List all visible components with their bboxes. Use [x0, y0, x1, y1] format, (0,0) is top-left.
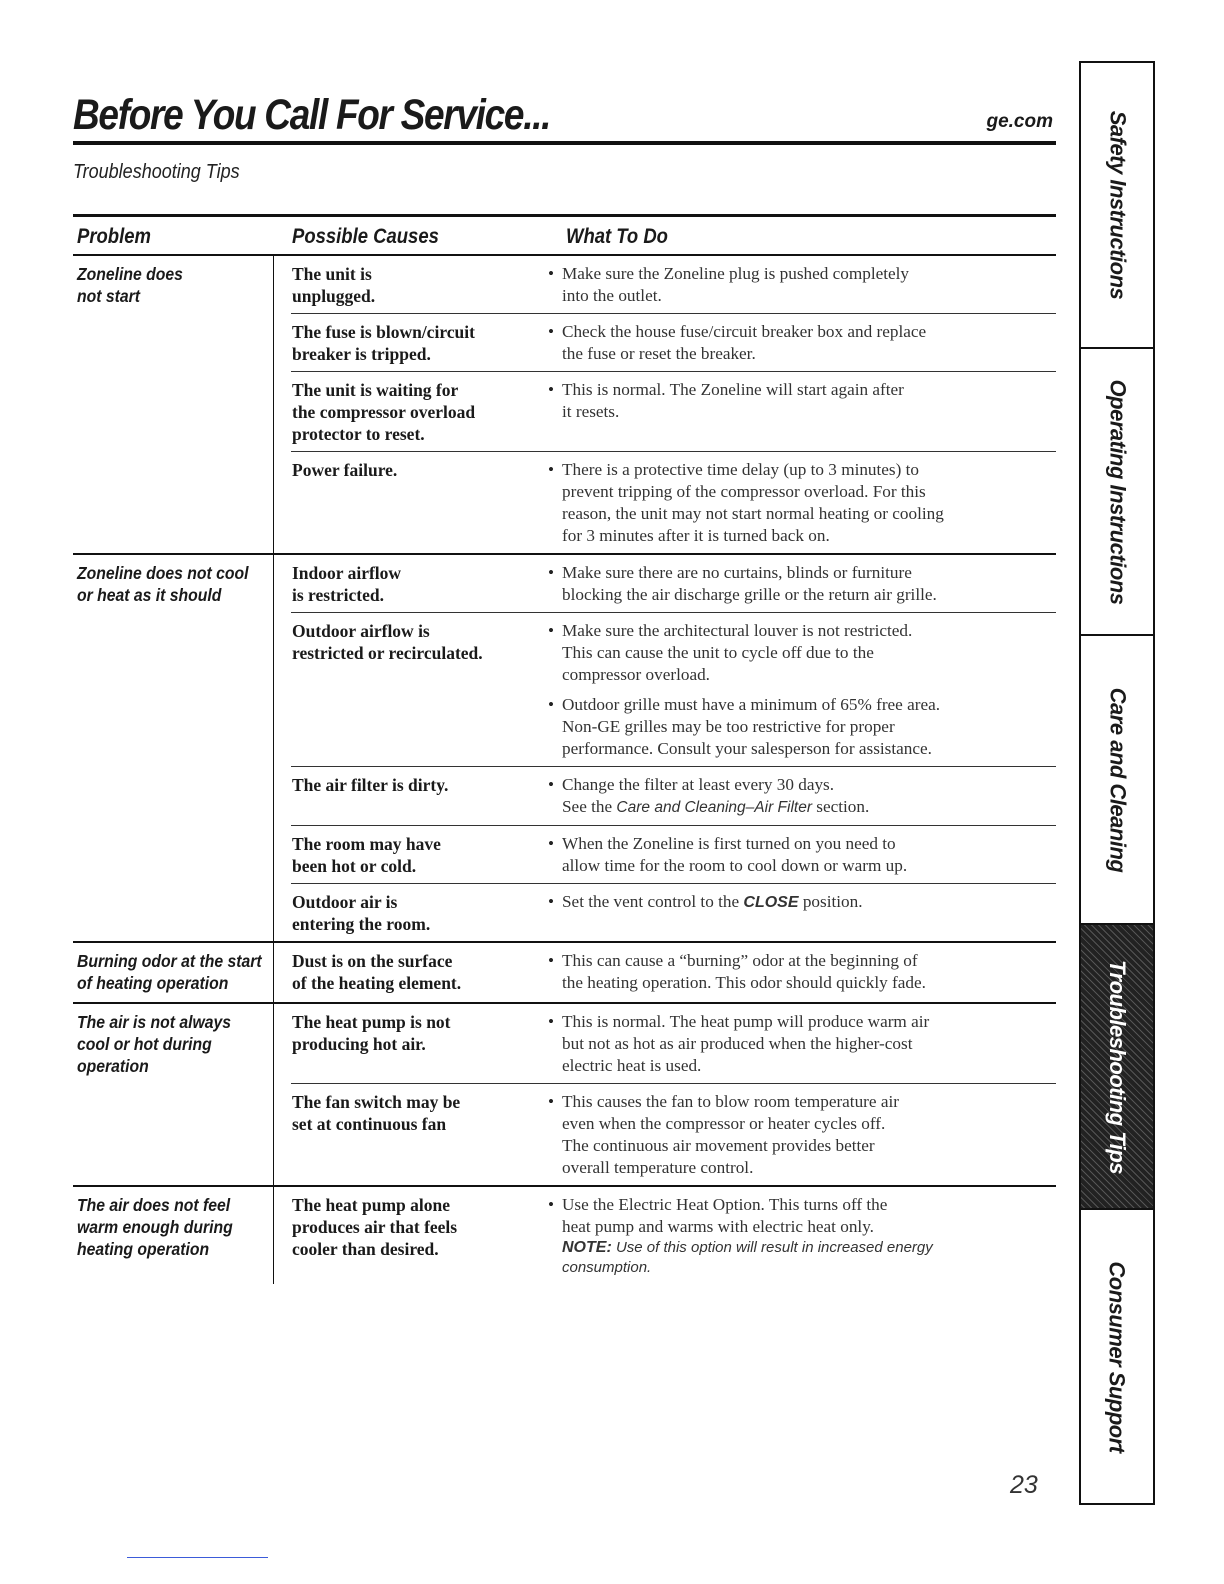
table-row — [274, 1187, 1056, 1284]
cause-text: The room may have — [292, 834, 441, 854]
todo-cell — [548, 459, 1056, 547]
tab-label: Troubleshooting Tips — [1105, 959, 1131, 1174]
todo-text: section. — [812, 797, 870, 816]
problem-cell — [73, 943, 274, 1002]
cause-rows — [274, 1187, 1056, 1284]
todo-text — [562, 796, 1056, 819]
cause-text: Outdoor air is — [292, 892, 398, 912]
todo-cell — [548, 774, 1056, 819]
cause-text: protector to reset. — [292, 424, 425, 444]
table-row — [274, 555, 1056, 612]
cause-text: The unit is waiting for — [292, 380, 459, 400]
todo-bullet — [548, 950, 1056, 994]
todo-text: This can cause the unit to cycle off due to the — [562, 643, 874, 662]
todo-bullet — [548, 562, 1056, 606]
problem-text: not start — [77, 286, 140, 306]
site-url[interactable]: ge.com — [986, 111, 1053, 132]
todo-bullet — [548, 321, 1056, 365]
problem-text: operation — [77, 1056, 149, 1076]
table-row — [291, 612, 1056, 766]
todo-bullet — [548, 1011, 1056, 1077]
problem-text: Zoneline does not cool — [77, 563, 249, 583]
todo-text: • This is normal. The heat pump will produce warm air — [562, 1012, 930, 1031]
problem-group — [73, 256, 1056, 555]
todo-text: position. — [798, 892, 863, 911]
cause-cell — [291, 833, 548, 877]
cause-text: The fan switch may be — [292, 1092, 461, 1112]
cause-text: is restricted. — [292, 585, 385, 605]
todo-cell — [548, 263, 1056, 307]
problem-cell — [73, 555, 274, 941]
problem-cell — [73, 1004, 274, 1185]
todo-cell — [548, 620, 1056, 760]
cause-cell — [291, 379, 548, 445]
page-number: 23 — [1010, 1471, 1038, 1499]
problem-text: heating operation — [77, 1239, 210, 1259]
cause-text: The heat pump alone — [292, 1195, 451, 1215]
page-title: Before You Call For Service... — [73, 91, 551, 139]
table-row — [291, 371, 1056, 451]
tab-label: Care and Cleaning — [1105, 687, 1130, 872]
todo-text: but not as hot as air produced when the higher-cost — [562, 1034, 913, 1053]
todo-text: • Make sure the Zoneline plug is pushed completely — [562, 264, 910, 283]
table-row — [291, 451, 1056, 553]
cause-text: Dust is on the surface — [292, 951, 453, 971]
cause-text: been hot or cold. — [292, 856, 417, 876]
todo-text: even when the compressor or heater cycles off. — [562, 1114, 886, 1133]
cause-text: of the heating element. — [292, 973, 462, 993]
table-row — [291, 883, 1056, 941]
problem-text: Zoneline does — [77, 264, 183, 284]
cause-text: restricted or recirculated. — [292, 643, 483, 663]
todo-text: allow time for the room to cool down or warm up. — [562, 856, 908, 875]
todo-cell — [548, 1011, 1056, 1077]
todo-bullet — [548, 263, 1056, 307]
todo-text: • Make sure the architectural louver is not restricted. — [562, 621, 913, 640]
todo-text: into the outlet. — [562, 286, 662, 305]
tab-label: Operating Instructions — [1105, 379, 1131, 604]
table-row — [291, 313, 1056, 371]
todo-bullet — [548, 891, 1056, 914]
cause-text: breaker is tripped. — [292, 344, 431, 364]
todo-text: compressor overload. — [562, 665, 710, 684]
column-header-causes: Possible Causes — [292, 225, 439, 248]
tab-care-and-cleaning[interactable] — [1081, 636, 1153, 925]
todo-text: it resets. — [562, 402, 620, 421]
todo-text: overall temperature control. — [562, 1158, 754, 1177]
todo-bullet — [548, 694, 1056, 760]
problem-text: The air does not feel — [77, 1195, 231, 1215]
todo-text: • Check the house fuse/circuit breaker box and replace — [562, 322, 927, 341]
todo-text: the fuse or reset the breaker. — [562, 344, 756, 363]
note-text — [562, 1238, 1056, 1278]
problem-group — [73, 1187, 1056, 1284]
cause-text: The air filter is dirty. — [292, 775, 449, 795]
cause-cell — [291, 774, 548, 819]
cause-text: entering the room. — [292, 914, 431, 934]
todo-cell — [548, 1194, 1056, 1278]
todo-text: performance. Consult your salesperson for assistance. — [562, 739, 932, 758]
problem-group — [73, 943, 1056, 1004]
todo-bullet — [548, 833, 1056, 877]
todo-text: the heating operation. This odor should quickly fade. — [562, 973, 926, 992]
tab-troubleshooting-tips[interactable] — [1081, 925, 1153, 1210]
cause-cell — [274, 1011, 548, 1077]
table-row — [291, 766, 1056, 825]
cause-text: producing hot air. — [292, 1034, 426, 1054]
todo-text: • Outdoor grille must have a minimum of 65% free area. — [562, 695, 941, 714]
todo-cell — [548, 891, 1056, 935]
problem-cell — [73, 1187, 274, 1284]
todo-text: prevent tripping of the compressor overload. For this — [562, 482, 926, 501]
todo-text: blocking the air discharge grille or the return air grille. — [562, 585, 937, 604]
todo-cell — [548, 950, 1056, 994]
problem-text: of heating operation — [77, 973, 229, 993]
problem-text: Burning odor at the start — [77, 951, 262, 971]
todo-text: • This can cause a “burning” odor at the beginning of — [562, 951, 918, 970]
cause-cell — [291, 1091, 548, 1179]
todo-bullet — [548, 459, 1056, 547]
troubleshooting-table — [73, 214, 1056, 1284]
cause-rows — [274, 1004, 1056, 1185]
todo-cell — [548, 562, 1056, 606]
cause-cell — [291, 459, 548, 547]
todo-text: Set the vent control to the — [562, 892, 744, 911]
table-row — [274, 256, 1056, 313]
table-body — [73, 256, 1056, 1284]
cause-text: The heat pump is not — [292, 1012, 451, 1032]
problem-cell — [73, 256, 274, 553]
note-body: consumption. — [562, 1259, 652, 1276]
section-reference: Care and Cleaning–Air Filter — [616, 799, 812, 816]
table-row — [291, 825, 1056, 883]
cause-cell — [274, 950, 548, 994]
note-label: NOTE: — [562, 1239, 612, 1256]
todo-text: • Change the filter at least every 30 days. — [562, 775, 835, 794]
todo-text: The continuous air movement provides better — [562, 1136, 875, 1155]
problem-text: The air is not always — [77, 1012, 232, 1032]
todo-text: • Make sure there are no curtains, blinds or furniture — [562, 563, 912, 582]
todo-bullet — [548, 1194, 1056, 1278]
cause-text: unplugged. — [292, 286, 376, 306]
footer-rule — [127, 1557, 268, 1558]
todo-bullet — [548, 379, 1056, 423]
column-header-todo: What To Do — [566, 225, 668, 248]
todo-cell — [548, 833, 1056, 877]
cause-text: The unit is — [292, 264, 372, 284]
cause-rows — [274, 555, 1056, 941]
todo-cell — [548, 379, 1056, 445]
todo-bullet — [548, 620, 1056, 686]
cause-text: Power failure. — [292, 460, 398, 480]
column-header-problem: Problem — [77, 225, 151, 248]
todo-bullet — [548, 774, 1056, 819]
problem-text: cool or hot during — [77, 1034, 212, 1054]
todo-text: • There is a protective time delay (up to 3 minutes) to — [562, 460, 920, 479]
cause-cell — [274, 562, 548, 606]
tab-safety-instructions[interactable] — [1081, 63, 1153, 349]
cause-text: Indoor airflow — [292, 563, 402, 583]
todo-text: Non-GE grilles may be too restrictive for proper — [562, 717, 895, 736]
table-row — [291, 1083, 1056, 1185]
todo-text: reason, the unit may not start normal heating or cooling — [562, 504, 944, 523]
todo-text: heat pump and warms with electric heat only. — [562, 1217, 874, 1236]
cause-cell — [291, 620, 548, 760]
problem-text: or heat as it should — [77, 585, 222, 605]
cause-cell — [291, 891, 548, 935]
section-tabs — [1079, 61, 1155, 1505]
cause-cell — [274, 1194, 548, 1278]
cause-text: The fuse is blown/circuit — [292, 322, 475, 342]
todo-bullet — [548, 1091, 1056, 1179]
cause-cell — [291, 321, 548, 365]
table-header — [73, 217, 1056, 256]
problem-text: warm enough during — [77, 1217, 233, 1237]
todo-cell — [548, 321, 1056, 365]
problem-group — [73, 555, 1056, 943]
todo-text: for 3 minutes after it is turned back on. — [562, 526, 830, 545]
todo-text: electric heat is used. — [562, 1056, 702, 1075]
cause-cell — [274, 263, 548, 307]
todo-text: See the — [562, 797, 617, 816]
cause-rows — [274, 256, 1056, 553]
cause-text: set at continuous fan — [292, 1114, 447, 1134]
tab-label: Safety Instructions — [1105, 110, 1131, 300]
cause-rows — [274, 943, 1056, 1002]
cause-text: Outdoor airflow is — [292, 621, 430, 641]
tab-consumer-support[interactable] — [1081, 1210, 1153, 1503]
cause-text: the compressor overload — [292, 402, 476, 422]
todo-text: • When the Zoneline is first turned on you need to — [562, 834, 896, 853]
problem-group — [73, 1004, 1056, 1187]
todo-cell — [548, 1091, 1056, 1179]
title-rule — [73, 141, 1056, 145]
section-subtitle: Troubleshooting Tips — [73, 161, 240, 183]
todo-text: • Use the Electric Heat Option. This turns off the — [562, 1195, 888, 1214]
note-body: Use of this option will result in increased energy — [611, 1239, 933, 1256]
todo-text: • This causes the fan to blow room temperature air — [562, 1092, 899, 1111]
table-row — [274, 1004, 1056, 1083]
cause-text: produces air that feels — [292, 1217, 458, 1237]
close-position-label: CLOSE — [743, 894, 799, 911]
tab-label: Consumer Support — [1105, 1260, 1131, 1453]
table-row — [274, 943, 1056, 1000]
cause-text: cooler than desired. — [292, 1239, 439, 1259]
todo-text: • This is normal. The Zoneline will start again after — [562, 380, 904, 399]
tab-operating-instructions[interactable] — [1081, 349, 1153, 636]
